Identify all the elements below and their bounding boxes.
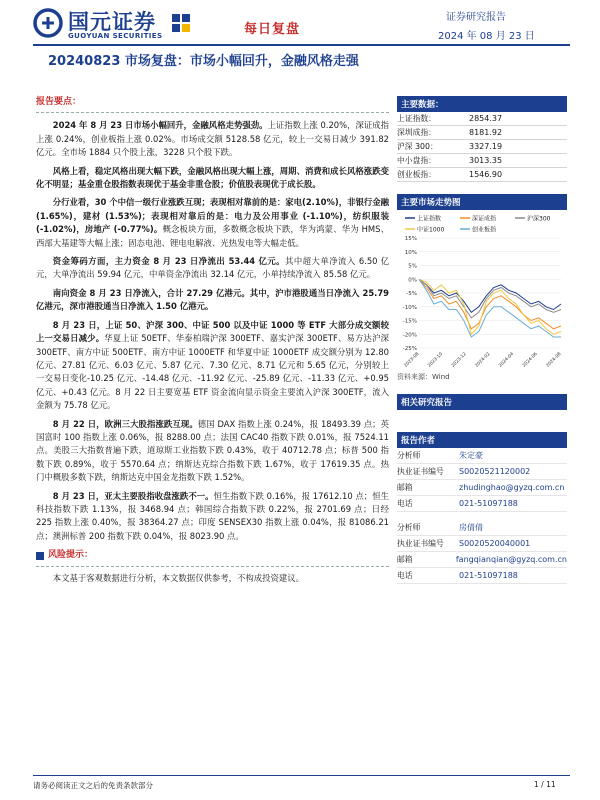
paragraph-body: 其中超大单净流入 6.50 亿元，大单净流出 59.94 亿元，中单资金净流出 32.14 亿元，小单持续净流入 85.58 亿元。	[36, 256, 389, 280]
y-tick-label: -20%	[402, 332, 417, 339]
key-data-label: 上证指数：	[397, 114, 436, 123]
author-role: 分析师	[397, 523, 421, 532]
email-label: 邮箱	[397, 483, 413, 492]
company-name-cn: 国元证券	[68, 10, 156, 34]
sidebar	[397, 96, 567, 584]
trend-chart-svg	[397, 210, 567, 370]
key-data-label: 深圳成指：	[397, 128, 436, 137]
author-row	[397, 496, 567, 512]
author-row	[397, 464, 567, 480]
legend-label: 沪深300	[527, 215, 551, 223]
paragraph-body: 上证指数上涨 0.20%，深证成指上涨 0.24%，创业板指上涨 0.02%。市场成交额 5128.58 亿元，较上一交易日减少 391.82 亿元。全市场 1884 只个股上涨，3228 只个股下跌。	[36, 120, 389, 158]
key-data-row	[397, 140, 567, 154]
key-data-table	[397, 112, 567, 182]
footer-divider	[33, 775, 570, 776]
cert-number: S0020521120002	[459, 467, 531, 476]
risk-title-text: 风险提示：	[48, 550, 94, 561]
legend-label: 创业板指	[472, 226, 497, 234]
x-tick-label: 2023-08	[403, 351, 421, 369]
paragraph-body: 恒生指数下跌 0.16%，报 17612.10 点；恒生科技指数下跌 1.13%，报 3468.94 点；韩国综合指数下跌 0.22%，报 2701.69 点；日经 225 指数上涨 0.40%，报 38364.27 点；印度 SENSEX30 指数上涨 0.04%，报 81086.21 点；澳洲标普 200 指数下跌 0.04%，报 8023.90 点。	[36, 490, 389, 541]
email-label: 邮箱	[397, 555, 413, 564]
y-tick-label: -5%	[406, 291, 417, 297]
summary-paragraph	[36, 418, 389, 485]
x-tick-label: 2024-08	[545, 351, 563, 369]
paragraph-lead: 南向资金 8 月 23 日净流入，合计 27.29 亿港元。其中，沪市港股通当日净流入 25.79 亿港元，深市港股通当日净流入 1.50 亿港元。	[36, 287, 389, 312]
series-line	[419, 279, 561, 337]
key-data-value: 3013.35	[469, 156, 503, 165]
logo-dots-icon	[172, 14, 190, 32]
summary-paragraph	[36, 319, 389, 413]
paragraph-lead: 8 月 23 日，亚太主要股指收盘涨跌不一。	[52, 490, 214, 501]
x-tick-label: 2024-04	[498, 351, 516, 369]
paragraph-lead: 2024 年 8 月 23 日市场小幅回升，金融风格走势强劲。	[52, 120, 268, 131]
paragraph-lead: 分行业看，30 个中信一级行业涨跌互现；表现相对靠前的是：家电(2.10%)，非银行金融 (1.65%)，建材 (1.53%)；表现相对靠后的是：电力及公用事业 (-1.10%)，纺织服装 (-1.02%)，房地产 (-0.77%)。	[36, 197, 389, 235]
y-tick-label: 10%	[404, 249, 417, 256]
paragraph-lead: 8 月 23 日，上证 50、沪深 300、中证 500 以及中证 1000 等 ETF 大部分成交额较上一交易日减少。	[36, 319, 389, 344]
author-name: 房倩倩	[459, 523, 483, 532]
risk-text: 本文基于客观数据进行分析，本文数据仅供参考，不构成投资建议。	[52, 572, 305, 583]
author-row	[397, 536, 567, 552]
key-data-row	[397, 126, 567, 140]
authors-title: 报告作者	[397, 432, 567, 448]
risk-section-title	[36, 549, 389, 566]
y-tick-label: 15%	[404, 236, 417, 242]
cert-label: 执业证书编号	[397, 539, 444, 548]
chart-source: 资料来源：Wind	[397, 373, 450, 381]
key-data-value: 2854.37	[469, 114, 503, 123]
company-name-en: GUOYUAN SECURITIES	[68, 32, 163, 40]
y-tick-label: -10%	[402, 304, 417, 311]
author-row	[397, 568, 567, 584]
legend-label: 深证成指	[472, 215, 497, 223]
summary-paragraph	[36, 119, 389, 159]
x-tick-label: 2024-02	[474, 351, 492, 369]
x-tick-label: 2024-06	[521, 351, 539, 369]
key-data-row	[397, 168, 567, 182]
paragraph-body: 华夏上证 50ETF、华泰柏瑞沪深 300ETF、嘉实沪深 300ETF、易方达沪深 300ETF、南方中证 500ETF、南方中证 1000ETF 和华夏中证 1000ETF 成交额分别为 12.80 亿元、27.81 亿元、6.03 亿元、5.87 亿元、7.30 亿元、8.71 亿元和 5.65 亿元，分别较上一交易日变化-10.25 亿元、-14.48 亿元、-11.92 亿元、-25.89 亿元、-11.33 亿元、+0.95 亿元、+0.43 亿元。8 月 22 日主要宽基 ETF 资金流向显示资金主要流入沪深 300ETF，流入金额为 75.78 亿元。	[36, 333, 389, 411]
summary-paragraph	[36, 255, 389, 282]
related-reports-list	[397, 410, 567, 432]
key-data-row	[397, 154, 567, 168]
footer-disclaimer: 请务必阅读正文之后的免责条款部分	[33, 781, 153, 790]
related-reports-title: 相关研究报告	[397, 394, 567, 410]
key-data-label: 创业板指：	[397, 170, 436, 179]
cert-label: 执业证书编号	[397, 467, 444, 476]
x-tick-label: 2023-10	[427, 351, 445, 369]
legend-label: 上证指数	[417, 215, 442, 223]
y-tick-label: 0%	[408, 277, 417, 284]
report-type: 每日复盘	[244, 22, 301, 37]
y-tick-label: -25%	[402, 346, 417, 352]
document-title: 20240823 市场复盘：市场小幅回升，金融风格走强	[48, 54, 359, 69]
key-data-label: 中小盘指：	[397, 156, 436, 165]
author-email[interactable]: zhudinghao@gyzq.com.cn	[459, 483, 565, 492]
y-tick-label: -15%	[402, 318, 417, 325]
author-role: 分析师	[397, 451, 421, 460]
report-kind: 证券研究报告	[446, 12, 506, 23]
market-trend-chart	[397, 210, 567, 370]
author-row	[397, 480, 567, 496]
authors-list	[397, 448, 567, 584]
author-row	[397, 552, 567, 568]
square-bullet-icon	[36, 552, 44, 560]
summary-section-title: 报告要点：	[36, 96, 389, 113]
y-tick-label: 5%	[408, 263, 417, 270]
summary-paragraph	[36, 287, 389, 314]
author-email[interactable]: fangqianqian@gyzq.com.cn	[455, 555, 567, 564]
author-row	[397, 520, 567, 536]
report-summary	[36, 96, 389, 590]
paragraph-body: 概念板块方面，多数概念板块下跌，华为鸿蒙、华为 HMS、西部大基建等大幅上涨；固态电池、锂电电解液、光热发电等大幅走低。	[36, 224, 390, 248]
key-data-label: 沪深 300：	[397, 142, 438, 151]
key-data-value: 3327.19	[469, 142, 503, 151]
trend-chart-title: 主要市场走势图	[397, 194, 567, 210]
phone-label: 电话	[397, 499, 413, 508]
guoyuan-logo-icon	[33, 8, 63, 38]
key-data-value: 1546.90	[469, 170, 503, 179]
legend-label: 中证1000	[417, 226, 445, 234]
key-data-value: 8181.92	[469, 128, 503, 137]
report-date: 2024 年 08 月 23 日	[438, 31, 535, 42]
author-name: 朱定豪	[459, 451, 483, 460]
key-data-row	[397, 112, 567, 126]
author-phone: 021-51097188	[459, 499, 518, 508]
phone-label: 电话	[397, 571, 413, 580]
x-tick-label: 2023-12	[450, 351, 468, 369]
paragraph-body: 德国 DAX 指数上涨 0.24%，报 18493.39 点；英国富时 100 指数上涨 0.06%，报 8288.00 点；法国 CAC40 指数下跌 0.01%，报 7524.11 点。美股三大指数普遍下跌，道琼斯工业指数下跌 0.43%，收于 40712.78 点；标普 500 指数下跌 0.89%，收于 5570.64 点；纳斯达克综合指数下跌 1.67%，收于 17619.35 点。热门中概股多数下跌，纳斯达克中国金龙指数下跌 1.52%。	[36, 418, 389, 483]
summary-paragraph	[36, 490, 389, 544]
key-data-title: 主要数据：	[397, 96, 567, 112]
paragraph-lead: 8 月 22 日，欧洲三大股指涨跌互现。	[52, 418, 198, 429]
paragraph-lead: 资金筹码方面，主力资金 8 月 23 日净流出 53.44 亿元。	[52, 256, 285, 267]
cert-number: S0020520040001	[459, 539, 531, 548]
author-phone: 021-51097188	[459, 571, 518, 580]
header-divider	[33, 44, 570, 46]
summary-paragraph	[36, 196, 389, 250]
summary-paragraph	[36, 165, 389, 192]
paragraph-lead: 风格上看，稳定风格出现大幅下跌，金融风格出现大幅上涨，周期、消费和成长风格涨跌变化不明显；基金重仓股指数表现优于基金非重仓股；价值股表现优于成长股。	[36, 165, 389, 190]
page-number: 1 / 11	[534, 780, 556, 789]
author-row	[397, 448, 567, 464]
